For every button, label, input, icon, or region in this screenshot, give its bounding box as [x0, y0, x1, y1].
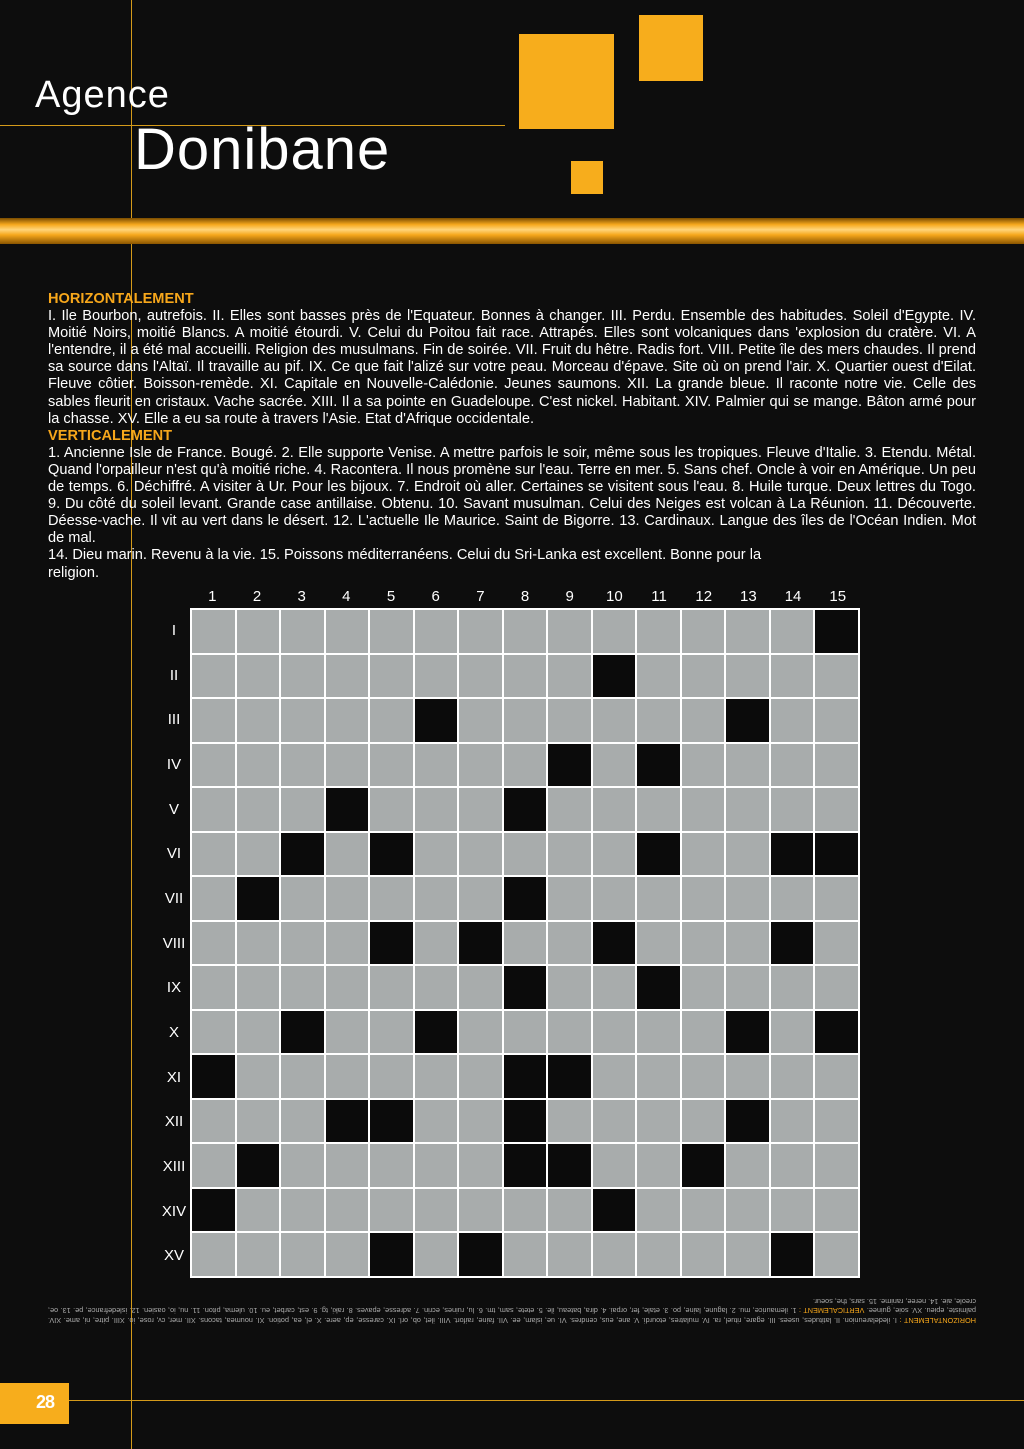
- grid-cell[interactable]: [459, 610, 502, 653]
- row-label: XIII: [162, 1157, 186, 1175]
- grid-cell[interactable]: [682, 1233, 725, 1276]
- black-cell: [726, 1011, 769, 1054]
- grid-cell[interactable]: [326, 922, 369, 965]
- grid-cell[interactable]: [682, 1189, 725, 1232]
- black-cell: [370, 1233, 413, 1276]
- black-cell: [637, 966, 680, 1009]
- grid-cell[interactable]: [682, 699, 725, 742]
- grid-cell[interactable]: [326, 1144, 369, 1187]
- grid-cell[interactable]: [771, 1189, 814, 1232]
- grid-cell[interactable]: [771, 655, 814, 698]
- column-label: 8: [520, 588, 530, 605]
- grid-cell[interactable]: [281, 1233, 324, 1276]
- column-label: 5: [386, 588, 396, 605]
- grid-cell[interactable]: [370, 877, 413, 920]
- grid-cell[interactable]: [504, 922, 547, 965]
- grid-cell[interactable]: [237, 966, 280, 1009]
- grid-cell[interactable]: [682, 877, 725, 920]
- grid-cell[interactable]: [726, 966, 769, 1009]
- grid-cell[interactable]: [415, 966, 458, 1009]
- grid-cell[interactable]: [459, 1100, 502, 1143]
- row-label: XI: [166, 1068, 182, 1086]
- solution-horizontal-text: I. iledelareunion. II. latitudes, usees. III. egare, rituel, ra. IV. mulatres, etourdi. V. ane, eus, cendres. VI. ue, islam, ee. VII. faine, raifort. VIII. ilet, ob, orl. IX. caresse, ep, aere. X. el, ea, potion. XI. noumea, tacons. XII. mer, cv, rose, io. XIII. pitre, ni, ame. XIV. palmiste, epieu. XV. soie, guinee.: [48, 1306, 976, 1325]
- grid-cell[interactable]: [326, 744, 369, 787]
- black-cell: [459, 922, 502, 965]
- grid-cell[interactable]: [637, 1100, 680, 1143]
- grid-cell[interactable]: [237, 1189, 280, 1232]
- grid-cell[interactable]: [637, 699, 680, 742]
- solution-horizontal-label: HORIZONTALEMENT :: [896, 1315, 976, 1325]
- grid-cell[interactable]: [637, 1055, 680, 1098]
- grid-cell[interactable]: [281, 1055, 324, 1098]
- grid-cell[interactable]: [326, 699, 369, 742]
- black-cell: [370, 833, 413, 876]
- black-cell: [370, 1100, 413, 1143]
- grid-cell[interactable]: [326, 966, 369, 1009]
- grid-cell[interactable]: [192, 744, 235, 787]
- black-cell: [281, 833, 324, 876]
- clues-section: [48, 291, 976, 582]
- grid-cell[interactable]: [504, 610, 547, 653]
- grid-cell[interactable]: [815, 744, 858, 787]
- grid-cell[interactable]: [459, 1189, 502, 1232]
- grid-cell[interactable]: [281, 966, 324, 1009]
- column-label: 13: [740, 588, 757, 605]
- grid-cell[interactable]: [415, 833, 458, 876]
- black-cell: [637, 744, 680, 787]
- grid-cell[interactable]: [548, 833, 591, 876]
- black-cell: [771, 1233, 814, 1276]
- grid-cell[interactable]: [326, 1055, 369, 1098]
- column-label: 15: [829, 588, 847, 605]
- black-cell: [326, 788, 369, 831]
- grid-cell[interactable]: [726, 1055, 769, 1098]
- grid-cell[interactable]: [415, 610, 458, 653]
- grid-cell[interactable]: [548, 788, 591, 831]
- grid-cell[interactable]: [504, 699, 547, 742]
- black-cell: [237, 877, 280, 920]
- grid-cell[interactable]: [682, 1055, 725, 1098]
- row-label: X: [168, 1023, 179, 1041]
- grid-cell[interactable]: [726, 788, 769, 831]
- black-cell: [726, 699, 769, 742]
- grid-cell[interactable]: [281, 1100, 324, 1143]
- grid-cell[interactable]: [370, 655, 413, 698]
- grid-cell[interactable]: [237, 788, 280, 831]
- grid-cell[interactable]: [237, 699, 280, 742]
- grid-cell[interactable]: [370, 788, 413, 831]
- grid-cell[interactable]: [459, 966, 502, 1009]
- grid-cell[interactable]: [815, 1189, 858, 1232]
- grid-cell[interactable]: [192, 610, 235, 653]
- grid-cell[interactable]: [771, 699, 814, 742]
- row-label: XII: [164, 1113, 184, 1131]
- grid-cell[interactable]: [237, 833, 280, 876]
- grid-cell[interactable]: [459, 1144, 502, 1187]
- grid-cell[interactable]: [548, 1011, 591, 1054]
- grid-cell[interactable]: [326, 1189, 369, 1232]
- grid-cell[interactable]: [548, 877, 591, 920]
- black-cell: [593, 1189, 636, 1232]
- row-label: III: [167, 711, 181, 729]
- black-cell: [815, 610, 858, 653]
- grid-cell[interactable]: [593, 1055, 636, 1098]
- black-cell: [326, 1100, 369, 1143]
- grid-cell[interactable]: [682, 1100, 725, 1143]
- grid-cell[interactable]: [326, 833, 369, 876]
- row-label: IX: [166, 979, 182, 997]
- grid-cell[interactable]: [504, 1189, 547, 1232]
- grid-cell[interactable]: [281, 610, 324, 653]
- grid-cell[interactable]: [281, 744, 324, 787]
- grid-cell[interactable]: [326, 877, 369, 920]
- black-cell: [504, 877, 547, 920]
- grid-cell[interactable]: [548, 922, 591, 965]
- grid-cell[interactable]: [504, 655, 547, 698]
- grid-cell[interactable]: [815, 1144, 858, 1187]
- grid-cell[interactable]: [593, 744, 636, 787]
- column-label: 7: [476, 588, 485, 605]
- horizontal-clues: I. Ile Bourbon, autrefois. II. Elles sont basses près de l'Equateur. Bonnes à changer. III. Perdu. Ensemble des habitudes. Soleil d'Egypte. IV. Moitié Noirs, moitié Blancs. A moitié étourdi. V. Celui du Poitou fait race. Attrapés. Elles sont volcaniques dans 'explosion du cratère. VI. A l'entendre, il a été mal accueilli. Religion des musulmans. Fin de soirée. VII. Fruit du hêtre. Radis fort. VIII. Petite île des mers chaudes. Il prend sa source dans l'Altaï. Il travaille au pif. IX. Ce que fait l'alizé sur votre peau. Morceau d'épave. Site où on prend l'air. X. Quartier ouest d'Eilat. Fleuve côtier. Boisson-remède. XI. Capitale en Nouvelle-Calédonie. Jeunes saumons. XII. La grande bleue. Il raconte notre vie. Celle des sables fleurit en cristaux. Vache sacrée. XIII. Il a sa pointe en Guadeloupe. C'est nickel. Habitant. XIV. Palmier qui se mange. Bâton armé pour la chasse. XV. Elle a eu sa route à travers l'Asie. Etat d'Afrique occidentale.: [48, 308, 976, 427]
- grid-cell[interactable]: [415, 877, 458, 920]
- grid-cell[interactable]: [637, 655, 680, 698]
- column-label: 12: [695, 588, 713, 605]
- grid-cell[interactable]: [593, 788, 636, 831]
- page-number: 28: [36, 1392, 55, 1412]
- black-cell: [815, 1011, 858, 1054]
- grid-cell[interactable]: [593, 1011, 636, 1054]
- grid-cell[interactable]: [815, 699, 858, 742]
- row-label: IV: [166, 755, 182, 773]
- grid-cell[interactable]: [459, 877, 502, 920]
- black-cell: [726, 1100, 769, 1143]
- grid-cell[interactable]: [415, 1144, 458, 1187]
- black-cell: [504, 1144, 547, 1187]
- black-cell: [192, 1189, 235, 1232]
- grid-cell[interactable]: [771, 788, 814, 831]
- grid-cell[interactable]: [192, 1233, 235, 1276]
- decorative-square-large: [519, 34, 614, 129]
- grid-cell[interactable]: [504, 833, 547, 876]
- grid-cell[interactable]: [459, 699, 502, 742]
- vertical-heading: VERTICALEMENT: [48, 427, 173, 444]
- black-cell: [459, 1233, 502, 1276]
- grid-cell[interactable]: [415, 1189, 458, 1232]
- black-cell: [370, 922, 413, 965]
- grid-cell[interactable]: [281, 922, 324, 965]
- grid-cell[interactable]: [459, 1055, 502, 1098]
- grid-cell[interactable]: [192, 1144, 235, 1187]
- black-cell: [548, 1055, 591, 1098]
- grid-cell[interactable]: [459, 744, 502, 787]
- grid-cell[interactable]: [192, 699, 235, 742]
- grid-cell[interactable]: [192, 655, 235, 698]
- grid-cell[interactable]: [726, 610, 769, 653]
- vertical-clues-continued: 14. Dieu marin. Revenu à la vie. 15. Poissons méditerranéens. Celui du Sri-Lanka est excellent. Bonne pour la religion.: [48, 547, 762, 581]
- horizontal-heading: HORIZONTALEMENT: [48, 291, 194, 307]
- grid-cell[interactable]: [726, 655, 769, 698]
- grid-cell[interactable]: [771, 744, 814, 787]
- grid-cell[interactable]: [192, 877, 235, 920]
- row-label: I: [171, 621, 177, 639]
- grid-cell[interactable]: [326, 655, 369, 698]
- page-title-donibane: Donibane: [134, 117, 391, 182]
- grid-cell[interactable]: [237, 655, 280, 698]
- column-label: 6: [431, 588, 440, 605]
- decorative-square-medium: [639, 15, 703, 81]
- grid-cell[interactable]: [771, 1055, 814, 1098]
- grid-cell[interactable]: [548, 655, 591, 698]
- crossword-grid: [190, 608, 860, 1278]
- grid-cell[interactable]: [815, 1055, 858, 1098]
- page-title-agence: Agence: [35, 74, 170, 116]
- grid-cell[interactable]: [548, 966, 591, 1009]
- grid-cell[interactable]: [815, 877, 858, 920]
- black-cell: [815, 833, 858, 876]
- grid-cell[interactable]: [548, 699, 591, 742]
- grid-cell[interactable]: [682, 922, 725, 965]
- grid-cell[interactable]: [771, 966, 814, 1009]
- grid-cell[interactable]: [637, 610, 680, 653]
- grid-cell[interactable]: [682, 610, 725, 653]
- grid-cell[interactable]: [815, 966, 858, 1009]
- grid-cell[interactable]: [370, 1144, 413, 1187]
- grid-cell[interactable]: [237, 610, 280, 653]
- grid-cell[interactable]: [415, 788, 458, 831]
- grid-cell[interactable]: [459, 1011, 502, 1054]
- grid-cell[interactable]: [281, 1189, 324, 1232]
- grid-cell[interactable]: [637, 1011, 680, 1054]
- grid-cell[interactable]: [237, 744, 280, 787]
- black-cell: [504, 1100, 547, 1143]
- row-label: V: [168, 800, 179, 818]
- grid-cell[interactable]: [682, 655, 725, 698]
- column-label: 11: [651, 588, 667, 605]
- black-cell: [504, 788, 547, 831]
- grid-cell[interactable]: [726, 744, 769, 787]
- grid-cell[interactable]: [237, 1011, 280, 1054]
- grid-cell[interactable]: [192, 788, 235, 831]
- grid-cell[interactable]: [415, 1100, 458, 1143]
- black-cell: [548, 744, 591, 787]
- grid-cell[interactable]: [771, 877, 814, 920]
- black-cell: [504, 966, 547, 1009]
- row-label: VII: [164, 889, 184, 907]
- grid-cell[interactable]: [593, 877, 636, 920]
- black-cell: [504, 1055, 547, 1098]
- black-cell: [281, 1011, 324, 1054]
- grid-cell[interactable]: [237, 1100, 280, 1143]
- black-cell: [771, 922, 814, 965]
- grid-cell[interactable]: [815, 788, 858, 831]
- grid-cell[interactable]: [415, 744, 458, 787]
- grid-cell[interactable]: [682, 966, 725, 1009]
- grid-cell[interactable]: [281, 788, 324, 831]
- row-label: II: [169, 666, 179, 684]
- grid-cell[interactable]: [326, 610, 369, 653]
- grid-cell[interactable]: [415, 655, 458, 698]
- grid-cell[interactable]: [370, 1011, 413, 1054]
- grid-cell[interactable]: [192, 966, 235, 1009]
- grid-cell[interactable]: [637, 922, 680, 965]
- grid-cell[interactable]: [504, 1011, 547, 1054]
- grid-cell[interactable]: [548, 610, 591, 653]
- black-cell: [415, 1011, 458, 1054]
- grid-cell[interactable]: [237, 1233, 280, 1276]
- solution-upside-down: [48, 1296, 976, 1325]
- grid-cell[interactable]: [593, 1144, 636, 1187]
- grid-cell[interactable]: [726, 1144, 769, 1187]
- footer-accent-line: [0, 1400, 1024, 1401]
- grid-cell[interactable]: [637, 1233, 680, 1276]
- grid-cell[interactable]: [237, 1055, 280, 1098]
- grid-cell[interactable]: [771, 1011, 814, 1054]
- grid-cell[interactable]: [192, 922, 235, 965]
- black-cell: [415, 699, 458, 742]
- grid-cell[interactable]: [192, 1100, 235, 1143]
- grid-cell[interactable]: [593, 1233, 636, 1276]
- black-cell: [593, 922, 636, 965]
- grid-cell[interactable]: [281, 655, 324, 698]
- grid-cell[interactable]: [326, 1011, 369, 1054]
- column-label: 1: [208, 588, 217, 605]
- black-cell: [682, 1144, 725, 1187]
- grid-cell[interactable]: [593, 966, 636, 1009]
- column-label: 2: [252, 588, 262, 605]
- grid-cell[interactable]: [815, 922, 858, 965]
- grid-cell[interactable]: [682, 744, 725, 787]
- grid-cell[interactable]: [815, 1233, 858, 1276]
- solution-vertical-label: VERTICALEMENT :: [796, 1306, 865, 1316]
- row-label: VI: [166, 845, 182, 863]
- grid-cell[interactable]: [281, 1144, 324, 1187]
- grid-cell[interactable]: [593, 1100, 636, 1143]
- black-cell: [593, 655, 636, 698]
- grid-cell[interactable]: [771, 1100, 814, 1143]
- grid-cell[interactable]: [415, 1233, 458, 1276]
- grid-cell[interactable]: [281, 699, 324, 742]
- grid-cell[interactable]: [637, 1189, 680, 1232]
- grid-cell[interactable]: [726, 1189, 769, 1232]
- black-cell: [237, 1144, 280, 1187]
- grid-cell[interactable]: [504, 744, 547, 787]
- grid-cell[interactable]: [415, 1055, 458, 1098]
- grid-cell[interactable]: [815, 655, 858, 698]
- grid-cell[interactable]: [370, 1189, 413, 1232]
- grid-cell[interactable]: [459, 833, 502, 876]
- column-label: 4: [342, 588, 351, 605]
- column-label: 3: [297, 588, 306, 605]
- grid-cell[interactable]: [237, 922, 280, 965]
- grid-cell[interactable]: [548, 1100, 591, 1143]
- decorative-square-small: [571, 161, 603, 194]
- grid-cell[interactable]: [281, 877, 324, 920]
- grid-cell[interactable]: [593, 833, 636, 876]
- grid-cell[interactable]: [771, 1144, 814, 1187]
- grid-cell[interactable]: [682, 788, 725, 831]
- grid-cell[interactable]: [192, 833, 235, 876]
- grid-cell[interactable]: [637, 877, 680, 920]
- grid-cell[interactable]: [192, 1011, 235, 1054]
- row-label: VIII: [162, 934, 186, 952]
- grid-cell[interactable]: [637, 788, 680, 831]
- grid-cell[interactable]: [415, 922, 458, 965]
- black-cell: [637, 833, 680, 876]
- row-label: XV: [163, 1247, 184, 1265]
- grid-cell[interactable]: [548, 1189, 591, 1232]
- grid-cell[interactable]: [548, 1233, 591, 1276]
- grid-cell[interactable]: [815, 1100, 858, 1143]
- grid-cell[interactable]: [726, 833, 769, 876]
- grid-cell[interactable]: [504, 1233, 547, 1276]
- column-labels: [190, 588, 860, 605]
- grid-cell[interactable]: [682, 1011, 725, 1054]
- column-label: 9: [565, 588, 574, 605]
- grid-cell[interactable]: [370, 610, 413, 653]
- grid-cell[interactable]: [771, 610, 814, 653]
- grid-cell[interactable]: [459, 655, 502, 698]
- grid-cell[interactable]: [370, 744, 413, 787]
- black-cell: [771, 833, 814, 876]
- grid-cell[interactable]: [370, 966, 413, 1009]
- grid-cell[interactable]: [326, 1233, 369, 1276]
- black-cell: [548, 1144, 591, 1187]
- grid-cell[interactable]: [637, 1144, 680, 1187]
- grid-cell[interactable]: [593, 699, 636, 742]
- page-number-box: [0, 1383, 69, 1424]
- solution-vertical-text: 1. ilemaurice, mu. 2. lagune, laine, po. 3. etale, fer, orpai. 4. dira, bateau, ile. 5. etete, sam, tm. 6. lu, ruines, ecrin. 7. adresse, epaves. 8. raki, tg. 9. est, carbet, eu. 10. ulema, piton. 11. nu, io, oasien. 12. isledefrance, pe. 13. oe, creole, aie. 14. neree, ranime. 15. sars, the, soeur.: [48, 1296, 976, 1316]
- grid-cell[interactable]: [593, 610, 636, 653]
- grid-cell[interactable]: [726, 922, 769, 965]
- black-cell: [192, 1055, 235, 1098]
- grid-cell[interactable]: [370, 1055, 413, 1098]
- grid-cell[interactable]: [726, 1233, 769, 1276]
- grid-cell[interactable]: [682, 833, 725, 876]
- grid-cell[interactable]: [459, 788, 502, 831]
- grid-cell[interactable]: [726, 877, 769, 920]
- column-label: 10: [606, 588, 623, 605]
- header-gold-band: [0, 218, 1024, 244]
- grid-cell[interactable]: [370, 699, 413, 742]
- vertical-clues: 1. Ancienne Isle de France. Bougé. 2. Elle supporte Venise. A mettre parfois le soir, même sous les tropiques. Fleuve d'Italie. 3. Etendu. Métal. Quand l'orpailleur n'est qu'à moitié riche. 4. Racontera. Il nous promène sur l'eau. Terre en mer. 5. Sans chef. Oncle à voir en Amérique. Un peu de temps. 6. Déchiffré. A visiter à Ur. Pour les bijoux. 7. Endroit où aller. Certaines se visitent sous l'eau. 8. Huile turque. Deux lettres du Togo. 9. Du côté du soleil levant. Grande case antillaise. Obtenu. 10. Savant musulman. Celui des Neiges est volcan à La Réunion. 11. Découverte. Déesse-vache. Il vit au vert dans le désert. 12. L'actuelle Ile Maurice. Saint de Bigorre. 13. Cardinaux. Langue des îles de l'Océan Indien. Mot de mal.: [48, 444, 976, 547]
- column-label: 14: [784, 588, 802, 605]
- row-label: XIV: [161, 1202, 187, 1220]
